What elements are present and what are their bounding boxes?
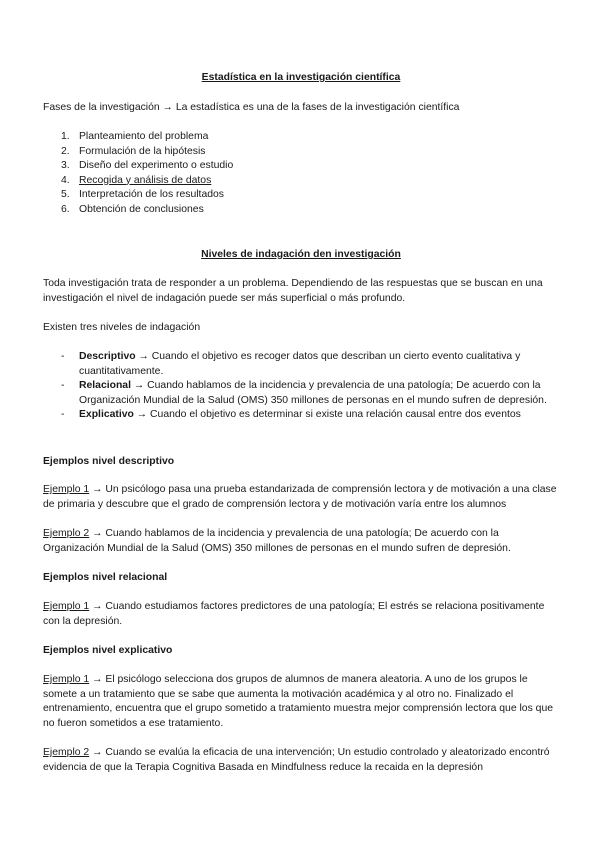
list-item: 1. Planteamiento del problema [61, 131, 209, 142]
list-item: 4. Recogida y análisis de datos [61, 174, 212, 186]
heading-descriptivo: Ejemplos nivel descriptivo [43, 456, 175, 467]
heading-explicativo: Ejemplos nivel explicativo [43, 645, 173, 656]
list-item: 3. Diseño del experimento o estudio [61, 160, 234, 172]
page-title: Estadística en la investigación científica [201, 72, 401, 83]
levels-list [43, 350, 559, 423]
list-item: - Relacional → Cuando hablamos de la incidencia y prevalencia de una patología; De acuerdo con la Organización Mundial de la Salud (OMS) 350 millones de personas en el mundo sufren de depresión. [61, 380, 547, 406]
phases-list [43, 130, 233, 218]
phases-intro: Fases de la investigación → La estadística es una de la fases de la investigación científica [43, 102, 460, 113]
levels-intro: Existen tres niveles de indagación [43, 322, 201, 333]
list-item: 5. Interpretación de los resultados [61, 189, 224, 201]
list-item: 6. Obtención de conclusiones [61, 203, 204, 215]
example-explicativo-1: Ejemplo 1 → El psicólogo selecciona dos grupos de alumnos de manera aleatoria. A uno de los grupos le somete a un tratamiento que se sabe que aumenta la motivación académica y al otro no. Finalizado el entrenamiento, encuentra que el grupo sometido a tratamiento muestra mejor comprensión lectora que los que no fueron sometidos a ese tratamiento. [43, 674, 554, 729]
section-title: Niveles de indagación den investigación [201, 249, 401, 260]
list-item: - Explicativo → Cuando el objetivo es determinar si existe una relación causal entre dos eventos [61, 409, 521, 421]
intro-paragraph: Toda investigación trata de responder a un problema. Dependiendo de las respuestas que se buscan en una investigación el nivel de indagación puede ser más superficial o más profundo. [43, 278, 543, 304]
example-descriptivo-1: Ejemplo 1 → Un psicólogo pasa una prueba estandarizada de comprensión lectora y de motivación a una clase de primaria y descubre que el grado de comprensión lectora y de motivación varía entre los alumnos [43, 484, 557, 510]
list-item: - Descriptivo → Cuando el objetivo es recoger datos que describan un cierto evento cualitativa y cuantitativamente. [61, 351, 521, 377]
example-relacional-1: Ejemplo 1 → Cuando estudiamos factores predictores de una patología; El estrés se relaciona positivamente con la depresión. [43, 601, 545, 627]
example-explicativo-2: Ejemplo 2 → Cuando se evalúa la eficacia de una intervención; Un estudio controlado y aleatorizado encontró evidencia de que la Terapia Cognitiva Basada en Mindfulness reduce la recaida en la depresión [43, 747, 550, 773]
example-descriptivo-2: Ejemplo 2 → Cuando hablamos de la incidencia y prevalencia de una patología; De acuerdo con la Organización Mundial de la Salud (OMS) 350 millones de personas en el mundo sufren de depresión. [43, 528, 511, 554]
heading-relacional: Ejemplos nivel relacional [43, 572, 168, 583]
list-item: 2. Formulación de la hipótesis [61, 145, 206, 157]
